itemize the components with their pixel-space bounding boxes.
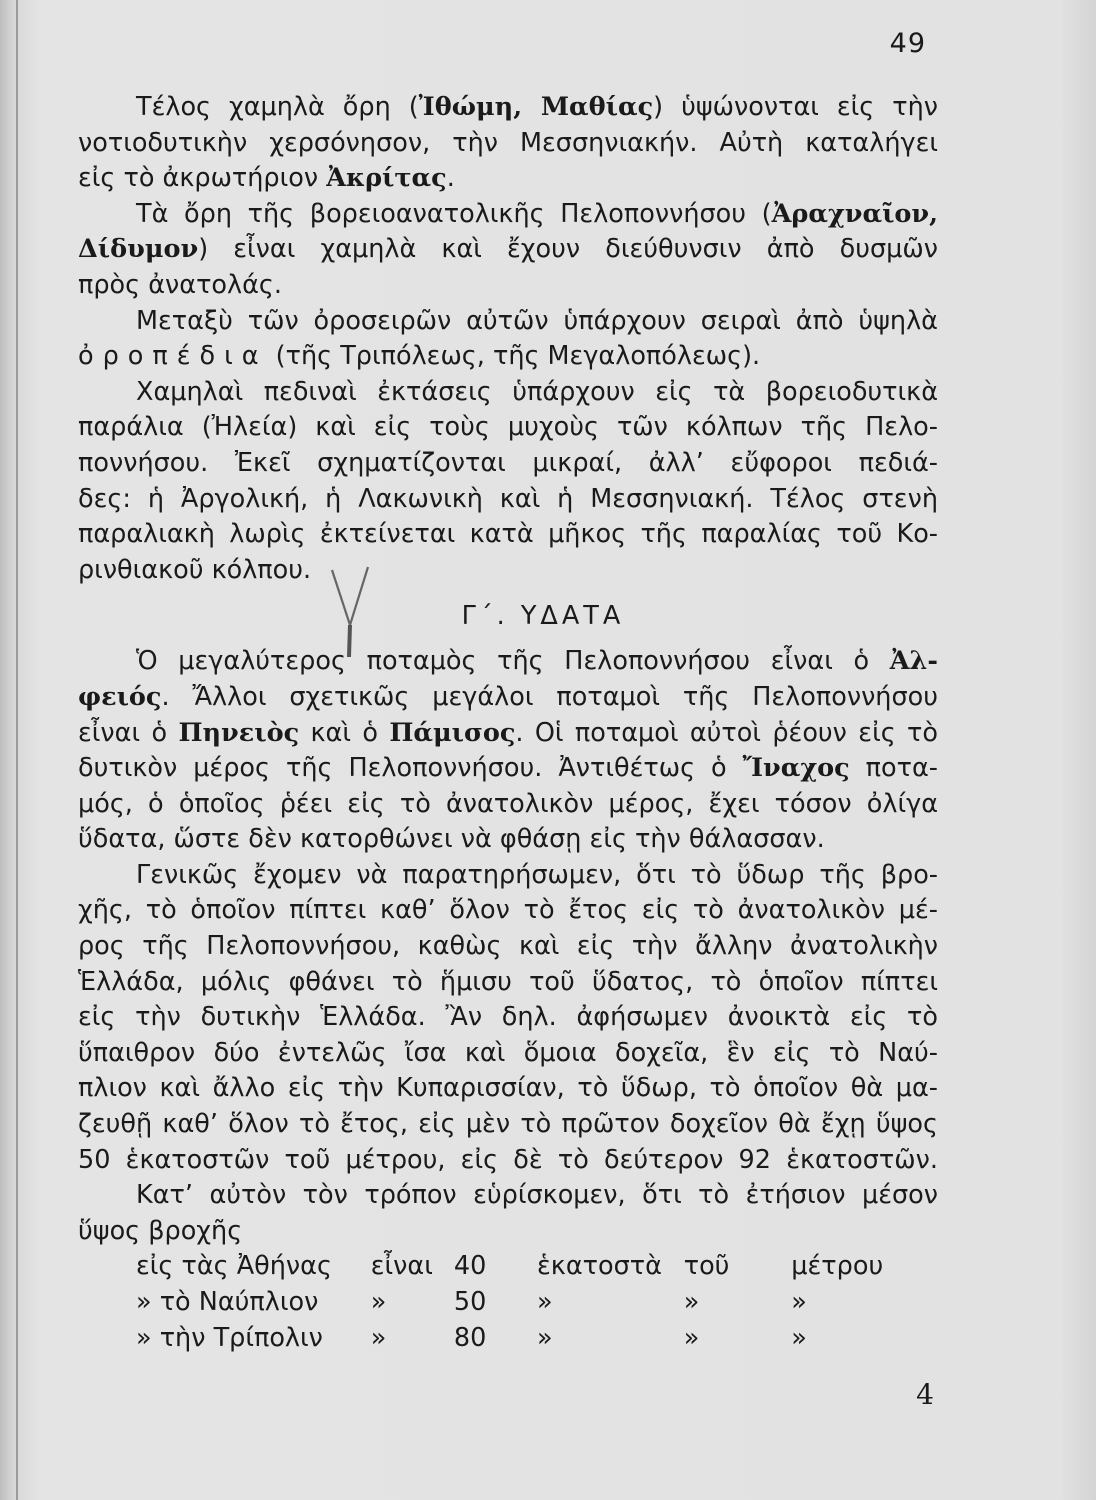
table-cell: » bbox=[370, 1322, 387, 1353]
table-cell: εἰς τὰς Ἀθήνας bbox=[136, 1251, 332, 1282]
text-line bbox=[78, 161, 938, 197]
text-line bbox=[78, 1214, 938, 1250]
text-line bbox=[78, 1107, 938, 1143]
table-row bbox=[78, 1249, 938, 1285]
text-line-content: δυτικὸν μέρος τῆς Πελοποννήσου. Ἀντιθέτως ὁ Ἴναχος ποτα- bbox=[78, 753, 938, 784]
text-line-content: Ἑλλάδα, μόλις φθάνει τὸ ἥμισυ τοῦ ὕδατος, τὸ ὁποῖον πίπτει bbox=[78, 966, 938, 997]
table-cell: μέτρου bbox=[791, 1251, 884, 1282]
signature-mark: 4 bbox=[916, 1378, 934, 1411]
table-cell: εἶναι bbox=[370, 1251, 433, 1282]
text-line-content: ὀροπέδια (τῆς Τριπόλεως, τῆς Μεγαλοπόλεως). bbox=[78, 341, 761, 372]
table-cell: » τὴν Τρίπολιν bbox=[136, 1322, 323, 1353]
table-cell: ἑκατοστὰ bbox=[537, 1251, 662, 1282]
table-cell: » bbox=[537, 1287, 553, 1317]
text-line-content: ὕπαιθρον δύο ἐντελῶς ἴσα καὶ ὅμοια δοχεῖα, ἓν εἰς τὸ Ναύ- bbox=[78, 1037, 938, 1068]
text-line-content: δες: ἡ Ἀργολική, ἡ Λακωνικὴ καὶ ἡ Μεσσηνιακή. Τέλος στενὴ bbox=[78, 483, 938, 514]
section-heading: Γ΄. ΥΔΑΤΑ bbox=[461, 601, 625, 632]
text-line-content: Δίδυμον) εἶναι χαμηλὰ καὶ ἔχουν διεύθυνσιν ἀπὸ δυσμῶν bbox=[78, 234, 938, 265]
text-line bbox=[78, 482, 938, 518]
text-line-content: εἰς τὴν δυτικὴν Ἑλλάδα. Ἂν δηλ. ἀφήσωμεν ἀνοικτὰ εἰς τὸ bbox=[78, 1002, 938, 1033]
text-line-content: Ὁ μεγαλύτερος ποταμὸς τῆς Πελοποννήσου εἶναι ὁ Ἀλ- bbox=[136, 646, 938, 677]
text-line-content: φειός. Ἄλλοι σχετικῶς μεγάλοι ποταμοὶ τῆς Πελοποννήσου bbox=[78, 681, 938, 712]
table-row bbox=[78, 1285, 938, 1321]
text-line-content: Γενικῶς ἔχομεν νὰ παρατηρήσωμεν, ὅτι τὸ ὕδωρ τῆς βρο- bbox=[136, 859, 938, 890]
table-cell: » bbox=[683, 1322, 700, 1353]
text-line bbox=[78, 339, 938, 375]
text-line bbox=[78, 965, 938, 1001]
text-line-content: ὕψος βροχῆς bbox=[78, 1215, 243, 1246]
text-line-content: παράλια (Ἠλεία) καὶ εἰς τοὺς μυχοὺς τῶν κόλπων τῆς Πελο- bbox=[78, 412, 938, 443]
text-line bbox=[78, 1036, 938, 1072]
table-cell: » bbox=[537, 1322, 553, 1353]
text-line-content: Χαμηλαὶ πεδιναὶ ἐκτάσεις ὑπάρχουν εἰς τὰ βορειοδυτικὰ bbox=[136, 376, 938, 407]
text-line-content: ὕδατα, ὥστε δὲν κατορθώνει νὰ φθάσῃ εἰς τὴν θάλασσαν. bbox=[78, 824, 825, 855]
text-line bbox=[78, 716, 938, 752]
text-line-content: εἰς τὸ ἀκρωτήριον Ἀκρίτας. bbox=[78, 163, 455, 194]
text-line-content: Τὰ ὄρη τῆς βορειοανατολικῆς Πελοποννήσου (Ἀραχναῖον, bbox=[136, 198, 938, 229]
text-line bbox=[78, 787, 938, 823]
text-line bbox=[78, 375, 938, 411]
text-line bbox=[78, 822, 938, 858]
body-text bbox=[78, 90, 938, 1356]
text-line bbox=[78, 126, 938, 162]
table-cell: » bbox=[683, 1287, 700, 1317]
text-line-content: Τέλος χαμηλὰ ὄρη (Ἰθώμη, Μαθίας) ὑψώνονται εἰς τὴν bbox=[136, 92, 938, 122]
table-cell: 50 bbox=[453, 1287, 487, 1317]
text-line bbox=[78, 893, 938, 929]
table-row bbox=[78, 1321, 938, 1357]
text-line bbox=[78, 553, 938, 589]
text-line bbox=[78, 1178, 938, 1214]
text-line bbox=[78, 1000, 938, 1036]
text-line-content: 50 ἑκατοστῶν τοῦ μέτρου, εἰς δὲ τὸ δεύτερον 92 ἑκατοστῶν. bbox=[78, 1144, 938, 1175]
text-line bbox=[78, 268, 938, 304]
text-line-content: πρὸς ἀνατολάς. bbox=[78, 269, 282, 300]
table-cell: 80 bbox=[453, 1322, 487, 1353]
text-line-content: Μεταξὺ τῶν ὀροσειρῶν αὐτῶν ὑπάρχουν σειραὶ ἀπὸ ὑψηλὰ bbox=[136, 305, 938, 336]
table-cell: » bbox=[791, 1322, 807, 1353]
text-line bbox=[78, 410, 938, 446]
text-line bbox=[78, 929, 938, 965]
text-line bbox=[78, 90, 938, 126]
page-number: 49 bbox=[889, 28, 926, 59]
text-line-content: ζευθῇ καθ’ ὅλον τὸ ἔτος, εἰς μὲν τὸ πρῶτον δοχεῖον θὰ ἔχῃ ὕψος bbox=[78, 1109, 938, 1140]
text-line-content: χῆς, τὸ ὁποῖον πίπτει καθ’ ὅλον τὸ ἔτος εἰς τὸ ἀνατολικὸν μέ- bbox=[78, 895, 938, 926]
text-line-content: παραλιακὴ λωρὶς ἐκτείνεται κατὰ μῆκος τῆς παραλίας τοῦ Κο- bbox=[78, 519, 938, 550]
binding-gutter bbox=[16, 0, 18, 1500]
text-line-content: νοτιοδυτικὴν χερσόνησον, τὴν Μεσσηνιακήν. Αὐτὴ καταλήγει bbox=[78, 127, 938, 158]
text-line-content: ρινθιακοῦ κόλπου. bbox=[78, 554, 312, 585]
text-line bbox=[78, 446, 938, 482]
text-line-content: ποννήσου. Ἐκεῖ σχηματίζονται μικραί, ἀλλ’ εὔφοροι πεδιά- bbox=[78, 447, 938, 478]
text-line-content: μός, ὁ ὁποῖος ῥέει εἰς τὸ ἀνατολικὸν μέρος, ἔχει τόσον ὀλίγα bbox=[78, 788, 938, 819]
text-line bbox=[78, 751, 938, 787]
text-line bbox=[78, 232, 938, 268]
text-line bbox=[78, 1143, 938, 1179]
text-line bbox=[78, 858, 938, 894]
text-line-content: ρος τῆς Πελοποννήσου, καθὼς καὶ εἰς τὴν ἄλλην ἀνατολικὴν bbox=[78, 931, 938, 962]
table-cell: 40 bbox=[453, 1251, 487, 1282]
text-line bbox=[78, 197, 938, 233]
text-line bbox=[78, 680, 938, 716]
rainfall-table bbox=[78, 1249, 938, 1356]
text-line bbox=[78, 644, 938, 680]
table-cell: » bbox=[791, 1287, 807, 1317]
table-cell: τοῦ bbox=[683, 1251, 730, 1282]
table-cell: » bbox=[370, 1287, 387, 1317]
text-line bbox=[78, 517, 938, 553]
text-line-content: πλιον καὶ ἄλλο εἰς τὴν Κυπαρισσίαν, τὸ ὕδωρ, τὸ ὁποῖον θὰ μα- bbox=[78, 1073, 938, 1104]
text-line bbox=[78, 304, 938, 340]
text-line-content: εἶναι ὁ Πηνειὸς καὶ ὁ Πάμισος. Οἱ ποταμοὶ αὐτοὶ ῥέουν εἰς τὸ bbox=[78, 717, 938, 748]
table-cell: » τὸ Ναύπλιον bbox=[136, 1287, 319, 1317]
text-line-content: Κατ’ αὐτὸν τὸν τρόπον εὑρίσκομεν, ὅτι τὸ ἐτήσιον μέσον bbox=[136, 1180, 938, 1211]
text-line bbox=[78, 1071, 938, 1107]
